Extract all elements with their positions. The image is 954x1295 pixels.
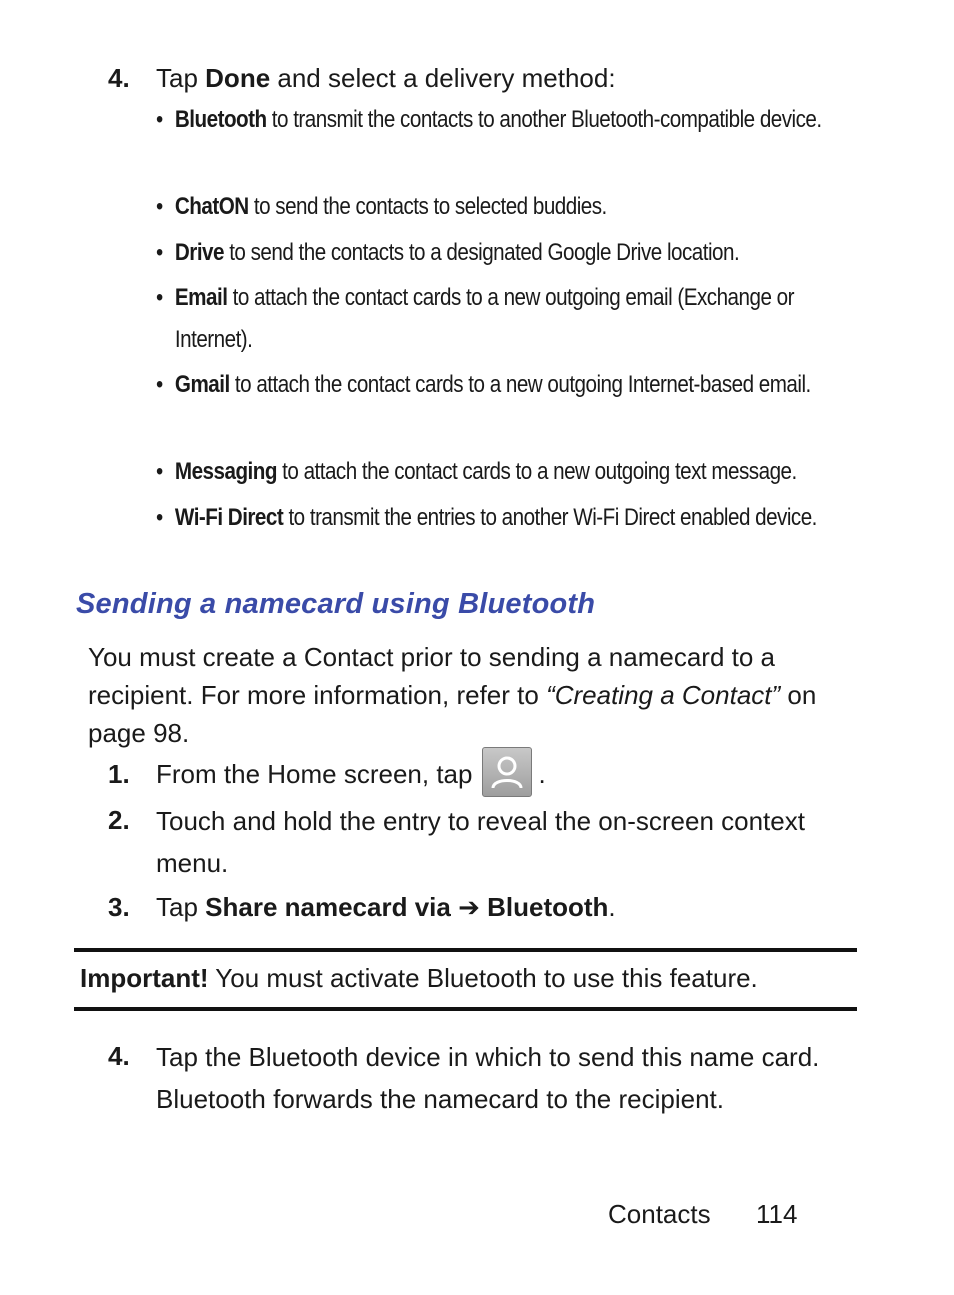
step-text-pre: Tap [156,63,206,93]
step-number: 4. [108,63,130,93]
step-text [156,754,856,797]
step-text-line1: Tap the Bluetooth device in which to send this name card. [156,1042,820,1072]
step-text-post: and select a delivery method: [270,63,616,93]
bullet-text [175,277,856,361]
step-text [156,887,856,927]
bullet-text [175,364,856,406]
important-text: You must activate Bluetooth to use this feature. [208,963,758,993]
bullet-chaton [156,186,856,228]
bullet-gmail [156,364,856,406]
bullet-desc: to attach the contact cards to a new outgoing Internet-based email. [229,371,811,398]
bullet-dot: • [156,458,163,485]
step-text-post: . [538,759,546,789]
bullet-term: Wi-Fi Direct [174,504,284,531]
bullet-dot: • [156,284,163,311]
bullet-text [175,232,856,274]
intro-paragraph [88,638,828,752]
step-text-post: . [608,892,616,922]
section-heading: Sending a namecard using Bluetooth [76,588,596,620]
bullet-dot: • [156,239,163,266]
intro-page-ref: on page 98. [88,680,817,748]
bullet-drive [156,232,856,274]
step-number: 3. [108,892,130,922]
contacts-icon [482,747,532,797]
bullet-email [156,277,856,361]
bullet-term: Email [174,284,228,311]
bullet-desc: to attach the contact cards to a new outgoing email (Exchange or Internet). [174,284,794,353]
bullet-text [175,497,856,539]
cross-reference: “Creating a Contact” [546,680,781,710]
important-note [80,958,758,998]
step-text [156,1036,856,1120]
bullet-dot: • [156,106,163,133]
share-namecard-label: Share namecard via [205,892,459,922]
step-text-line2: Bluetooth forwards the namecard to the recipient. [156,1084,724,1114]
bullet-desc: to send the contacts to selected buddies. [248,193,607,220]
note-top-rule [74,948,857,952]
bullet-messaging [156,451,856,493]
bullet-text [175,186,856,228]
step-text [156,58,856,98]
note-bottom-rule [74,1007,857,1011]
bullet-desc: to transmit the contacts to another Bluetooth-compatible device. [266,106,822,133]
bullet-desc: to transmit the entries to another Wi-Fi Direct enabled device. [283,504,817,531]
bullet-text [175,99,856,141]
bullet-wifi-direct [156,497,856,539]
bullet-dot: • [156,371,163,398]
bullet-dot: • [156,193,163,220]
step-number: 2. [108,805,130,835]
bluetooth-label: Bluetooth [479,892,609,922]
step-text-pre: From the Home screen, tap [156,759,473,789]
step-number: 4. [108,1041,130,1071]
footer-section: Contacts [608,1199,711,1229]
arrow-right-icon: ➔ [458,892,480,922]
bullet-text [175,451,856,493]
bullet-bluetooth [156,99,856,141]
bullet-term: Gmail [174,371,230,398]
step-text-pre: Tap [156,892,206,922]
done-label: Done [205,63,271,93]
bullet-term: Drive [174,239,224,266]
step-text: Touch and hold the entry to reveal the on-screen context menu. [156,806,805,878]
bullet-desc: to send the contacts to a designated Google Drive location. [223,239,740,266]
bullet-term: Bluetooth [174,106,267,133]
step-number: 1. [108,759,130,789]
page-number: 114 [756,1199,798,1229]
intro-text: You must create a Contact prior to sending a namecard to a recipient. For more information, refer to [88,642,775,710]
bullet-term: ChatON [174,193,249,220]
important-label: Important! [80,963,209,993]
bullet-dot: • [156,504,163,531]
bullet-desc: to attach the contact cards to a new outgoing text message. [276,458,797,485]
bullet-term: Messaging [174,458,277,485]
